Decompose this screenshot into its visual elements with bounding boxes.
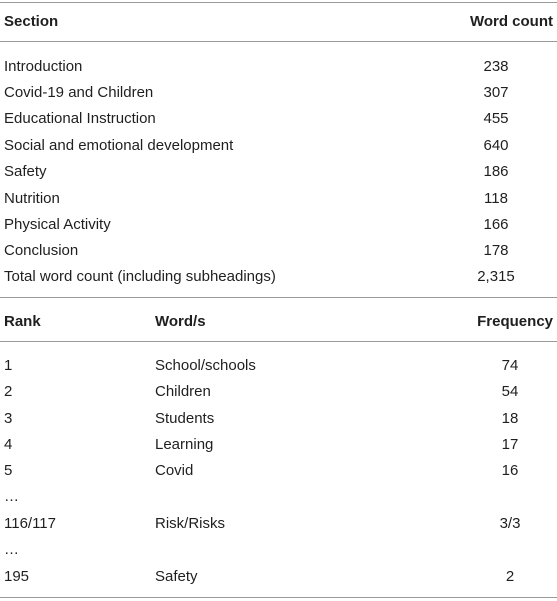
table2-row-rank: 195 xyxy=(4,568,30,585)
table1-total-label: Total word count (including subheadings) xyxy=(4,268,276,285)
table1-row-count: 238 xyxy=(483,58,509,75)
table2-header-rank: Rank xyxy=(4,313,41,330)
table1-row-section: Safety xyxy=(4,163,47,180)
table2-row-rank: 5 xyxy=(4,462,13,479)
table1-row-section: Introduction xyxy=(4,58,83,75)
table2-ellipsis-row: … xyxy=(4,488,19,505)
table1-row-count: 166 xyxy=(483,216,509,233)
table2-row-rank: 3 xyxy=(4,410,13,427)
table1-row-count: 178 xyxy=(483,242,509,259)
table2-header-frequency: Frequency xyxy=(477,313,553,330)
table2-row-rank: 116/117 xyxy=(4,515,56,532)
table1-header-section: Section xyxy=(4,13,59,30)
table2-row-frequency: 54 xyxy=(501,383,519,400)
table1-bottom-rule xyxy=(0,297,557,298)
table1-row-section: Nutrition xyxy=(4,190,60,207)
table2-row-frequency: 74 xyxy=(501,357,519,374)
table1-row-count: 307 xyxy=(483,84,509,101)
table2-row-word: Students xyxy=(155,410,215,427)
table2-row-frequency: 2 xyxy=(505,568,515,585)
table1-top-rule xyxy=(0,2,557,3)
table1-row-section: Conclusion xyxy=(4,242,79,259)
table2-header-rule xyxy=(0,341,557,342)
table1-row-count: 118 xyxy=(484,190,508,207)
table1-row-section: Educational Instruction xyxy=(4,110,156,127)
table1-row-section: Social and emotional development xyxy=(4,137,234,154)
table2-row-frequency: 17 xyxy=(501,436,519,453)
table2-row-frequency: 18 xyxy=(501,410,519,427)
table2-ellipsis-row: … xyxy=(4,541,19,558)
table2-row-word: Safety xyxy=(155,568,198,585)
table2-row-frequency: 16 xyxy=(501,462,519,479)
table2-row-rank: 2 xyxy=(4,383,13,400)
table2-bottom-rule xyxy=(0,597,557,598)
table1-total-count: 2,315 xyxy=(477,268,515,285)
table1-header-word-count: Word count xyxy=(469,13,553,30)
table2-row-rank: 1 xyxy=(4,357,13,374)
table1-row-count: 186 xyxy=(483,163,509,180)
table1-row-section: Physical Activity xyxy=(4,216,111,233)
table1-row-count: 455 xyxy=(483,110,509,127)
table1-row-section: Covid-19 and Children xyxy=(4,84,154,101)
table2-row-word: Risk/Risks xyxy=(155,515,225,532)
table2-row-word: School/schools xyxy=(155,357,256,374)
table2-row-rank: 4 xyxy=(4,436,13,453)
table2-header-words: Word/s xyxy=(155,313,206,330)
table2-row-word: Learning xyxy=(155,436,214,453)
table1-header-rule xyxy=(0,41,557,42)
table2-row-frequency: 3/3 xyxy=(499,515,521,532)
table2-row-word: Children xyxy=(155,383,211,400)
table2-row-word: Covid xyxy=(155,462,194,479)
table1-row-count: 640 xyxy=(483,137,509,154)
